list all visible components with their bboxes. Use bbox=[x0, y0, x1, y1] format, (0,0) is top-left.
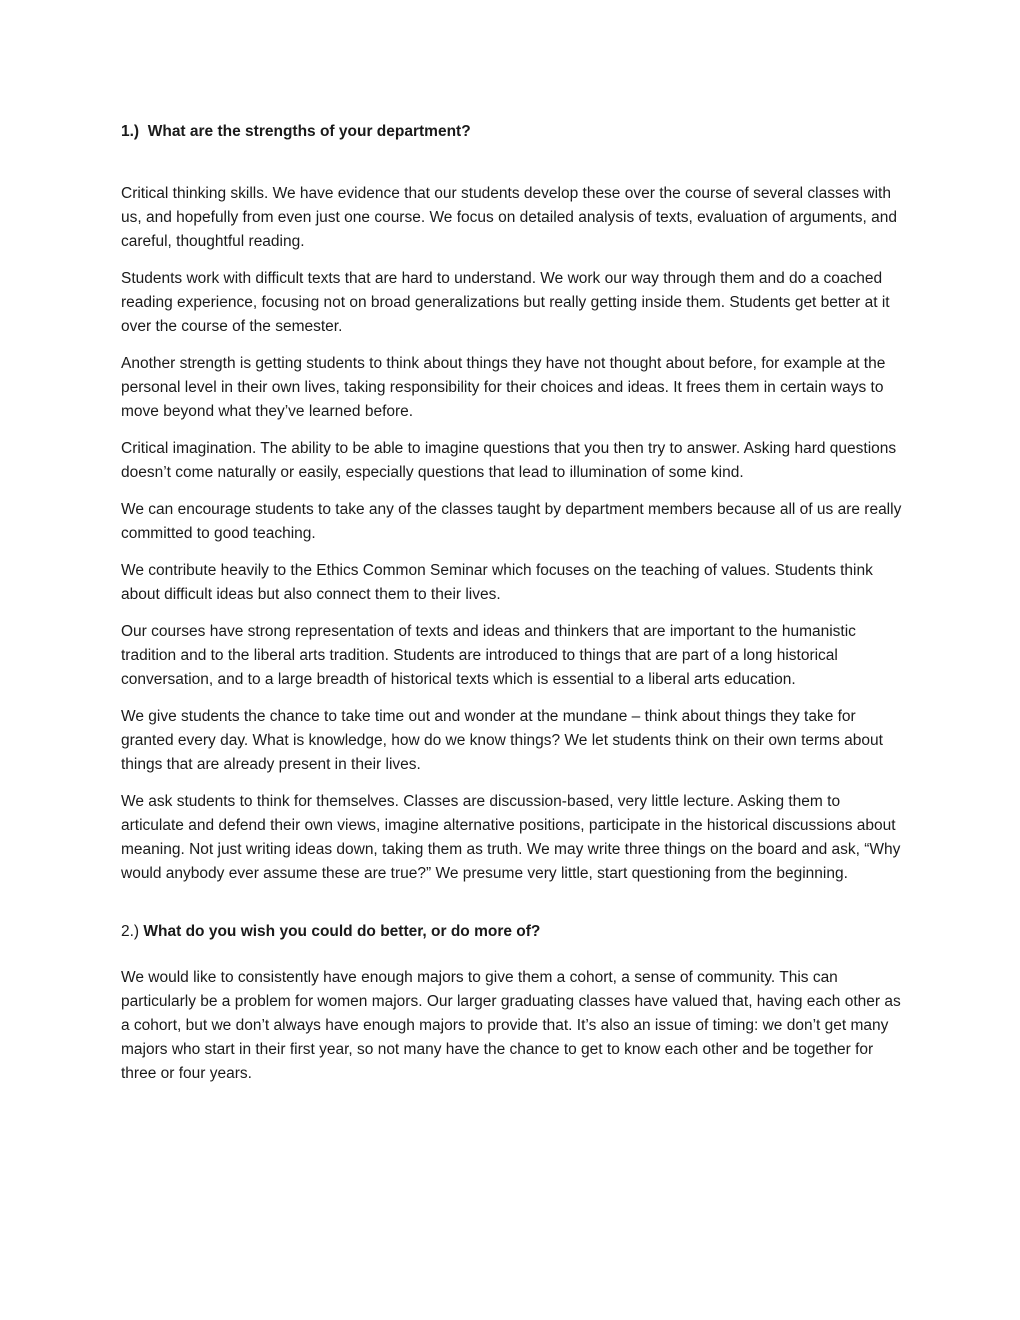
answer-paragraph: We contribute heavily to the Ethics Common Seminar which focuses on the teaching of values. Students think about difficult ideas but also connect them to their lives. bbox=[121, 562, 873, 603]
answer-paragraph: Our courses have strong representation of texts and ideas and thinkers that are important to the humanistic tradition and to the liberal arts tradition. Students are introduced to things that are part of a long historical conversation, and to a large breadth of historical texts which is essential to a liberal arts education. bbox=[121, 623, 856, 688]
question-1-heading bbox=[121, 120, 903, 144]
question-1-title: What are the strengths of your department? bbox=[147, 123, 471, 140]
question-2-answers bbox=[121, 966, 903, 1086]
question-2-title: What do you wish you could do better, or do more of? bbox=[143, 923, 541, 940]
question-2-number: 2.) bbox=[121, 923, 140, 940]
question-1-answers bbox=[121, 182, 903, 886]
answer-paragraph: We ask students to think for themselves. Classes are discussion-based, very little lecture. Asking them to articulate and defend their own views, imagine alternative positions, participate in the historical discussions about meaning. Not just writing ideas down, taking them as truth. We may write three things on the board and ask, “Why would anybody ever assume these are true?” We presume very little, start questioning from the beginning. bbox=[121, 793, 901, 882]
answer-paragraph: We would like to consistently have enough majors to give them a cohort, a sense of community. This can particularly be a problem for women majors. Our larger graduating classes have valued that, having each other as a cohort, but we don’t always have enough majors to provide that. It’s also an issue of timing: we don’t get many majors who start in their first year, so not many have the chance to get to know each other and be together for three or four years. bbox=[121, 969, 901, 1082]
document-page bbox=[121, 120, 903, 1099]
answer-paragraph: We give students the chance to take time out and wonder at the mundane – think about things they take for granted every day. What is knowledge, how do we know things? We let students think on their own terms about things that are already present in their lives. bbox=[121, 708, 883, 773]
question-2-heading bbox=[121, 920, 903, 944]
answer-paragraph: We can encourage students to take any of the classes taught by department members because all of us are really committed to good teaching. bbox=[121, 501, 902, 542]
answer-paragraph: Critical imagination. The ability to be able to imagine questions that you then try to answer. Asking hard questions doesn’t come naturally or easily, especially questions that lead to illumination of some kind. bbox=[121, 440, 897, 481]
answer-paragraph: Critical thinking skills. We have evidence that our students develop these over the course of several classes with us, and hopefully from even just one course. We focus on detailed analysis of texts, evaluation of arguments, and careful, thoughtful reading. bbox=[121, 185, 898, 250]
answer-paragraph: Students work with difficult texts that are hard to understand. We work our way through them and do a coached reading experience, focusing not on broad generalizations but really getting inside them. Students get better at it over the course of the semester. bbox=[121, 270, 890, 335]
answer-paragraph: Another strength is getting students to think about things they have not thought about before, for example at the personal level in their own lives, taking responsibility for their choices and ideas. It frees them in certain ways to move beyond what they’ve learned before. bbox=[121, 355, 886, 420]
question-1-number: 1.) bbox=[121, 123, 140, 140]
